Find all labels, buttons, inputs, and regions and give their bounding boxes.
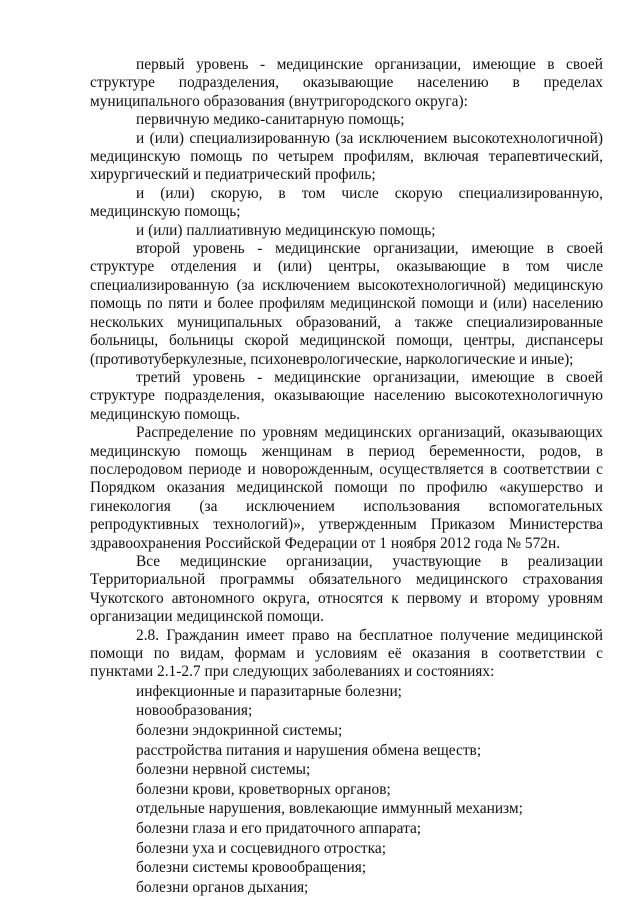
list-item: болезни глаза и его придаточного аппарата;: [136, 819, 422, 837]
disease-list: [90, 682, 603, 898]
paragraph-first-level: первый уровень - медицинские организации, имеющие в своей структуре подразделения, оказывающие населению в пределах муниципального образования (внутригородского округа):: [90, 56, 603, 110]
list-item: болезни эндокринной системы;: [136, 722, 343, 739]
paragraph-primary-care: первичную медико-санитарную помощь;: [136, 111, 405, 129]
list-item: отдельные нарушения, вовлекающие иммунный механизм;: [136, 800, 523, 818]
paragraph-specialized-care: и (или) специализированную (за исключением высокотехнологичной) медицинскую помощь по четырем профилям, включая терапевтический, хирургический и педиатрический профиль;: [90, 129, 603, 184]
paragraph-palliative-care: и (или) паллиативную медицинскую помощь;: [136, 221, 436, 239]
list-item: болезни органов дыхания;: [136, 878, 309, 896]
list-item: болезни уха и сосцевидного отростка;: [136, 839, 387, 857]
paragraph-2-8: 2.8. Гражданин имеет право на бесплатное получение медицинской помощи по видам, формам и условиям её оказания в соответствии с пунктами 2.1-2.7 при следующих заболеваниях и состояниях:: [90, 626, 603, 681]
paragraph-second-level: второй уровень - медицинские организации, имеющие в своей структуре отделения и (или) центры, оказывающие в том числе специализированную (за исключением высокотехнологичной) медицинскую помощь по пяти и более профилям медицинской помощи и (или) населению нескольких муниципальных образований, а также специализированные больницы, больницы скорой медицинской помощи, центры, диспансеры (противотуберкулезные, психоневрологические, наркологические и иные);: [90, 240, 603, 368]
list-item: болезни крови, кроветворных органов;: [136, 780, 391, 798]
list-item: расстройства питания и нарушения обмена веществ;: [136, 741, 482, 759]
list-item: болезни системы кровообращения;: [136, 859, 367, 877]
list-item: болезни нервной системы;: [136, 761, 311, 779]
document-page: [90, 56, 603, 897]
paragraph-distribution: Распределение по уровням медицинских организаций, оказывающих медицинскую помощь женщинам в период беременности, родов, в послеродовом периоде и новорожденным, осуществляется в соответствии с Порядком оказания медицинской помощи по профилю «акушерство и гинекология (за исключением использования вспомогательных репродуктивных технологий)», утвержденным Приказом Министерства здравоохранения Российской Федерации от 1 ноября 2012 года № 572н.: [90, 424, 603, 552]
list-item: инфекционные и паразитарные болезни;: [136, 682, 402, 700]
paragraph-third-level: третий уровень - медицинские организации, имеющие в своей структуре подразделения, оказывающие населению высокотехнологичную медицинскую помощь.: [90, 368, 603, 423]
list-item: новообразования;: [136, 702, 253, 720]
paragraph-emergency-care: и (или) скорую, в том числе скорую специализированную, медицинскую помощь;: [90, 184, 603, 221]
paragraph-all-organizations: Все медицинские организации, участвующие в реализации Территориальной программы обязательного медицинского страхования Чукотского автономного округа, относятся к первому и второму уровням организации медицинской помощи.: [90, 552, 603, 626]
